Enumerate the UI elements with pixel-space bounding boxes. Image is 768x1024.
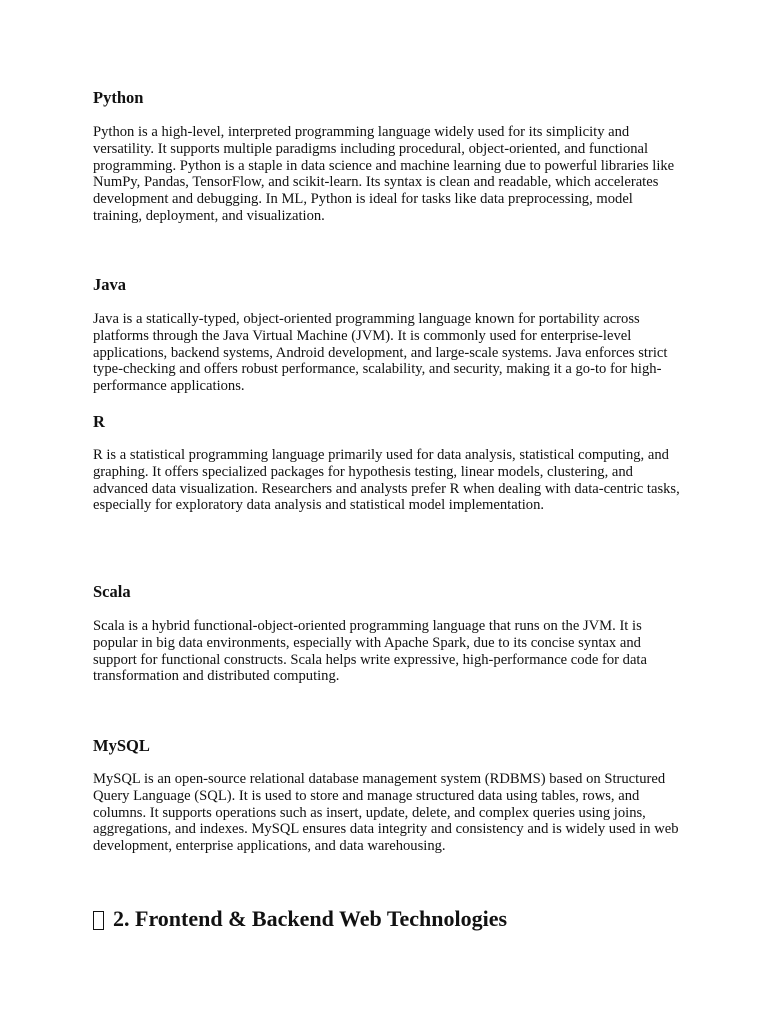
next-section-title: 2. Frontend & Backend Web Technologies [113, 906, 508, 931]
section-title-r: R [93, 412, 105, 431]
missing-glyph-icon [93, 911, 104, 930]
section-title-java: Java [93, 275, 126, 294]
section-title-scala: Scala [93, 582, 131, 601]
section-body-python: Python is a high-level, interpreted programming language widely used for its simplicity and versatility. It supports multiple paradigms including procedural, object-oriented, and functional programming. Python is a staple in data science and machine learning due to powerful libraries like NumPy, Pandas, TensorFlow, and scikit-learn. Its syntax is clean and readable, which accelerates development and debugging. In ML, Python is ideal for tasks like data preprocessing, model training, deployment, and visualization. [93, 124, 675, 224]
section-body-scala: Scala is a hybrid functional-object-oriented programming language that runs on the JVM. It is popular in big data environments, especially with Apache Spark, due to its concise syntax and support for functional constructs. Scala helps write expressive, high-performance code for data transformation and distributed computing. [93, 618, 647, 685]
section-title-mysql: MySQL [93, 736, 150, 755]
next-section-heading [93, 905, 507, 933]
section-body-r: R is a statistical programming language primarily used for data analysis, statistical computing, and graphing. It offers specialized packages for hypothesis testing, linear models, clustering, and advanced data visualization. Researchers and analysts prefer R when dealing with data-centric tasks, especially for exploratory data analysis and statistical model implementation. [93, 447, 680, 514]
section-title-python: Python [93, 88, 144, 107]
section-body-java: Java is a statically-typed, object-oriented programming language known for portability across platforms through the Java Virtual Machine (JVM). It is commonly used for enterprise-level applications, backend systems, Android development, and large-scale systems. Java enforces strict type-checking and offers robust performance, scalability, and security, making it a go-to for high-performance applications. [93, 311, 668, 395]
section-body-mysql: MySQL is an open-source relational database management system (RDBMS) based on Structured Query Language (SQL). It is used to store and manage structured data using tables, rows, and columns. It supports operations such as insert, update, delete, and complex queries using joins, aggregations, and indexes. MySQL ensures data integrity and consistency and is widely used in web development, enterprise applications, and data warehousing. [93, 771, 679, 855]
